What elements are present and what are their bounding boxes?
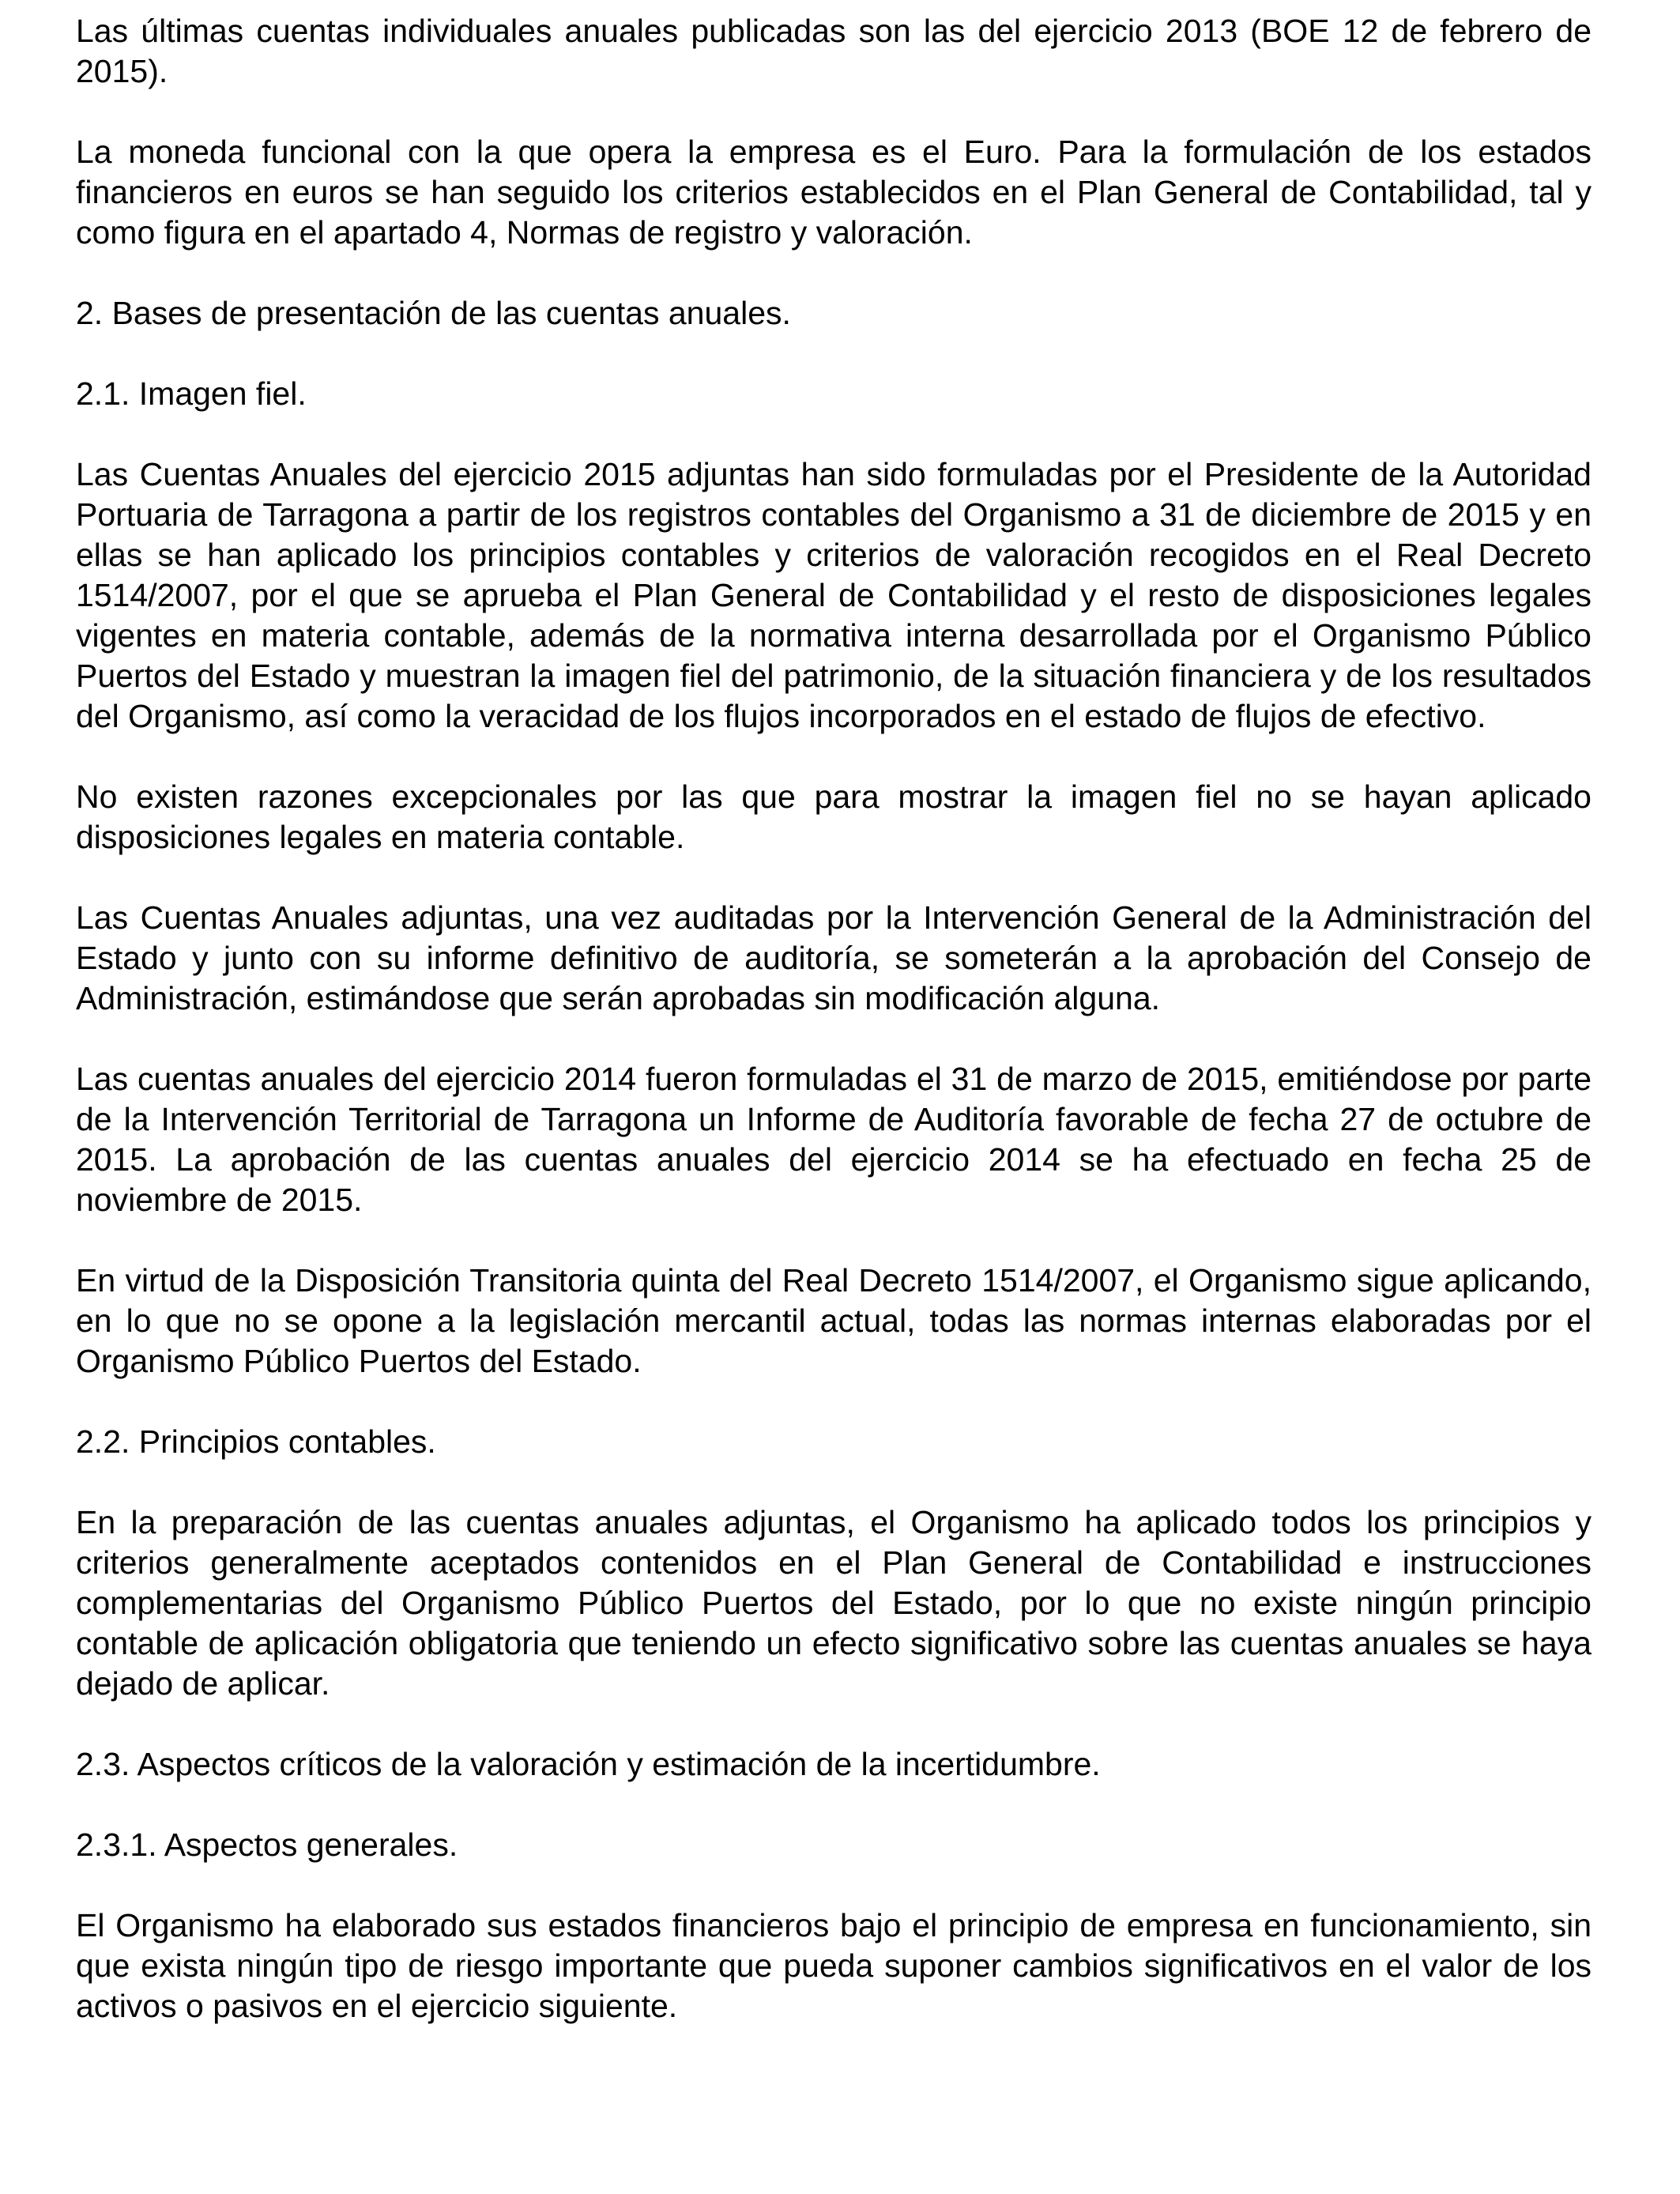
paragraph-empresa-funcionamiento: El Organismo ha elaborado sus estados financieros bajo el principio de empresa en funcionamiento, sin que exista ningún tipo de riesgo importante que pueda suponer cambios significativos en el valor de los activos o pasivos en el ejercicio siguiente.	[76, 1907, 1591, 2024]
paragraph-cuentas-2014: Las cuentas anuales del ejercicio 2014 fueron formuladas el 31 de marzo de 2015, emitiéndose por parte de la Intervención Territorial de Tarragona un Informe de Auditoría favorable de fecha 27 de octubre de 2015. La aprobación de las cuentas anuales del ejercicio 2014 se ha efectuado en fecha 25 de noviembre de 2015.	[76, 1061, 1591, 1218]
heading-2-3-aspectos-criticos: 2.3. Aspectos críticos de la valoración y estimación de la incertidumbre.	[76, 1746, 1101, 1782]
heading-2-bases-presentacion: 2. Bases de presentación de las cuentas anuales.	[76, 295, 791, 331]
heading-2-1-imagen-fiel: 2.1. Imagen fiel.	[76, 375, 307, 412]
heading-2-2-principios-contables: 2.2. Principios contables.	[76, 1423, 436, 1460]
paragraph-moneda-funcional: La moneda funcional con la que opera la empresa es el Euro. Para la formulación de los estados financieros en euros se han seguido los criterios establecidos en el Plan General de Contabilidad, tal y como figura en el apartado 4, Normas de registro y valoración.	[76, 134, 1591, 251]
paragraph-razones-excepcionales: No existen razones excepcionales por las que para mostrar la imagen fiel no se hayan aplicado disposiciones legales en materia contable.	[76, 778, 1591, 855]
paragraph-ultimas-cuentas: Las últimas cuentas individuales anuales publicadas son las del ejercicio 2013 (BOE 12 de febrero de 2015).	[76, 13, 1591, 89]
heading-2-3-1-aspectos-generales: 2.3.1. Aspectos generales.	[76, 1826, 458, 1863]
paragraph-principios-aplicados: En la preparación de las cuentas anuales adjuntas, el Organismo ha aplicado todos los principios y criterios generalmente aceptados contenidos en el Plan General de Contabilidad e instrucciones complementarias del Organismo Público Puertos del Estado, por lo que no existe ningún principio contable de aplicación obligatoria que teniendo un efecto significativo sobre las cuentas anuales se haya dejado de aplicar.	[76, 1504, 1591, 1702]
paragraph-cuentas-2015: Las Cuentas Anuales del ejercicio 2015 adjuntas han sido formuladas por el Presidente de la Autoridad Portuaria de Tarragona a partir de los registros contables del Organismo a 31 de diciembre de 2015 y en ellas se han aplicado los principios contables y criterios de valoración recogidos en el Real Decreto 1514/2007, por el que se aprueba el Plan General de Contabilidad y el resto de disposiciones legales vigentes en materia contable, además de la normativa interna desarrollada por el Organismo Público Puertos del Estado y muestran la imagen fiel del patrimonio, de la situación financiera y de los resultados del Organismo, así como la veracidad de los flujos incorporados en el estado de flujos de efectivo.	[76, 456, 1591, 734]
paragraph-auditoria: Las Cuentas Anuales adjuntas, una vez auditadas por la Intervención General de la Administración del Estado y junto con su informe definitivo de auditoría, se someterán a la aprobación del Consejo de Administración, estimándose que serán aprobadas sin modificación alguna.	[76, 899, 1591, 1016]
document-page	[76, 11, 1591, 2026]
paragraph-disposicion-transitoria: En virtud de la Disposición Transitoria quinta del Real Decreto 1514/2007, el Organismo sigue aplicando, en lo que no se opone a la legislación mercantil actual, todas las normas internas elaboradas por el Organismo Público Puertos del Estado.	[76, 1262, 1591, 1379]
